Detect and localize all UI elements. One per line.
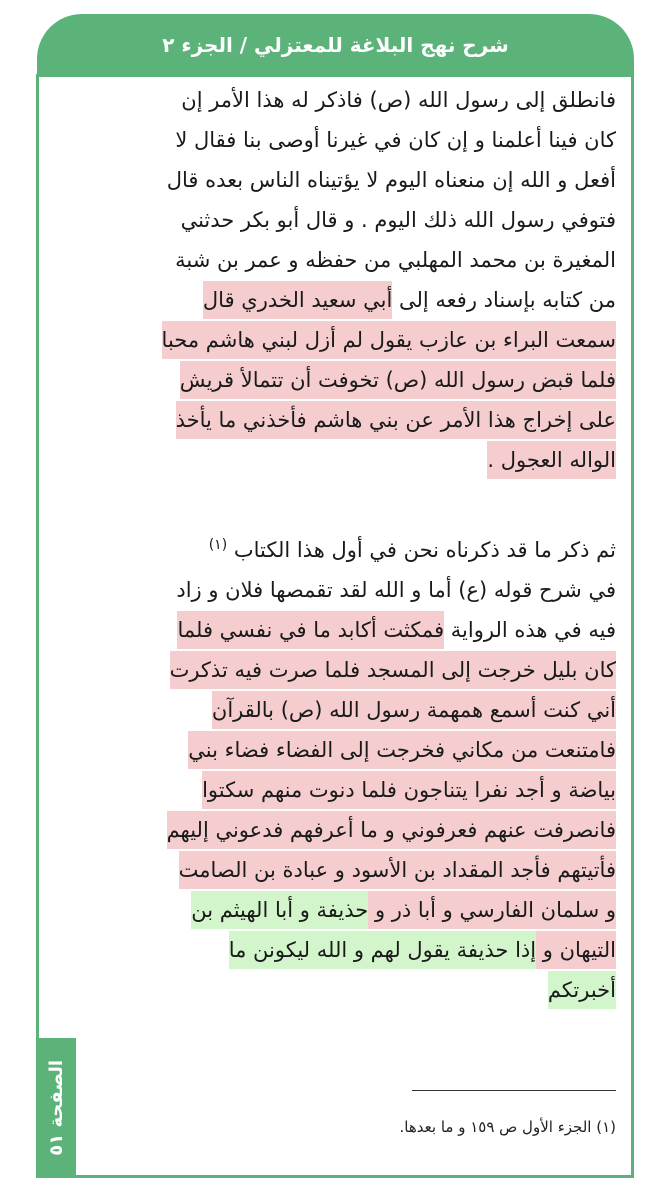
highlight-green: أخبرتكم (548, 971, 616, 1009)
footnote-marker: (١) (208, 537, 228, 553)
text-line (92, 850, 616, 890)
text-run: في شرح قوله (ع) أما و الله لقد تقمصها فلان و زاد (176, 578, 616, 602)
text-line (92, 730, 616, 770)
highlight-pink: سمعت البراء بن عازب يقول لم أزل لبني هاشم محبا (162, 321, 616, 359)
text-line (92, 80, 616, 120)
highlight-pink: فلما قبض رسول الله (ص) تخوفت أن تتمالأ قريش (180, 361, 616, 399)
text-line (92, 930, 616, 970)
highlight-pink: على إخراج هذا الأمر عن بني هاشم فأخذني ما يأخذ (176, 401, 616, 439)
text-run: المغيرة بن محمد المهلبي من حفظه و عمر بن شبة (175, 248, 616, 272)
page-number-tab (36, 1038, 76, 1178)
highlight-pink: فانصرفت عنهم فعرفوني و ما أعرفهم فدعوني إليهم (167, 811, 616, 849)
highlight-pink: كان بليل خرجت إلى المسجد فلما صرت فيه تذكرت (170, 651, 616, 689)
highlight-pink: فأتيتهم فأجد المقداد بن الأسود و عبادة بن الصامت (179, 851, 616, 889)
text-line (92, 650, 616, 690)
page-number-label: الصفحة ٥١ (45, 1060, 67, 1156)
text-line (92, 360, 616, 400)
text-line (92, 400, 616, 440)
header-tab (37, 14, 634, 76)
text-line (92, 570, 616, 610)
highlight-pink: الواله العجول . (487, 441, 616, 479)
text-run: من كتابه بإسناد رفعه إلى (392, 288, 616, 312)
text-run: فانطلق إلى رسول الله (ص) فاذكر له هذا الأمر إن (181, 88, 616, 112)
text-line (92, 530, 616, 570)
highlight-pink: أبي سعيد الخدري قال (203, 281, 392, 319)
text-line (92, 440, 616, 480)
text-line (92, 240, 616, 280)
highlight-pink: فامتنعت من مكاني فخرجت إلى الفضاء فضاء بني (188, 731, 616, 769)
paragraph-2[interactable] (92, 530, 616, 1010)
highlight-green: حذيفة و أبا الهيثم بن (191, 891, 368, 929)
footnote: (١) الجزء الأول ص ١٥٩ و ما بعدها. (399, 1118, 616, 1136)
text-line (92, 120, 616, 160)
text-line (92, 890, 616, 930)
text-line (92, 280, 616, 320)
text-run: فيه في هذه الرواية (444, 618, 616, 642)
text-line (92, 770, 616, 810)
text-run: فتوفي رسول الله ذلك اليوم . و قال أبو بكر حدثني (180, 208, 616, 232)
text-line (92, 810, 616, 850)
text-line (92, 610, 616, 650)
highlight-pink: فمكثت أكابد ما في نفسي فلما (177, 611, 444, 649)
book-title: شرح نهج البلاغة للمعتزلي / الجزء ٢ (162, 33, 509, 57)
highlight-pink: و سلمان الفارسي و أبا ذر و (368, 891, 616, 929)
text-line (92, 200, 616, 240)
paragraph-1[interactable] (92, 80, 616, 480)
text-run: ثم ذكر ما قد ذكرناه نحن في أول هذا الكتاب (227, 538, 616, 562)
highlight-green: إذا حذيفة يقول لهم و الله ليكونن ما (229, 931, 536, 969)
footnote-divider (412, 1090, 616, 1091)
text-run: كان فينا أعلمنا و إن كان في غيرنا أوصى بنا فقال لا (175, 128, 616, 152)
highlight-pink: أني كنت أسمع همهمة رسول الله (ص) بالقرآن (212, 691, 616, 729)
text-line (92, 160, 616, 200)
highlight-pink: التيهان و (536, 931, 616, 969)
text-line (92, 690, 616, 730)
text-run: أفعل و الله إن منعناه اليوم لا يؤتيناه الناس بعده قال (166, 168, 616, 192)
text-line (92, 970, 616, 1010)
text-line (92, 320, 616, 360)
highlight-pink: بياضة و أجد نفرا يتناجون فلما دنوت منهم سكتوا (202, 771, 616, 809)
